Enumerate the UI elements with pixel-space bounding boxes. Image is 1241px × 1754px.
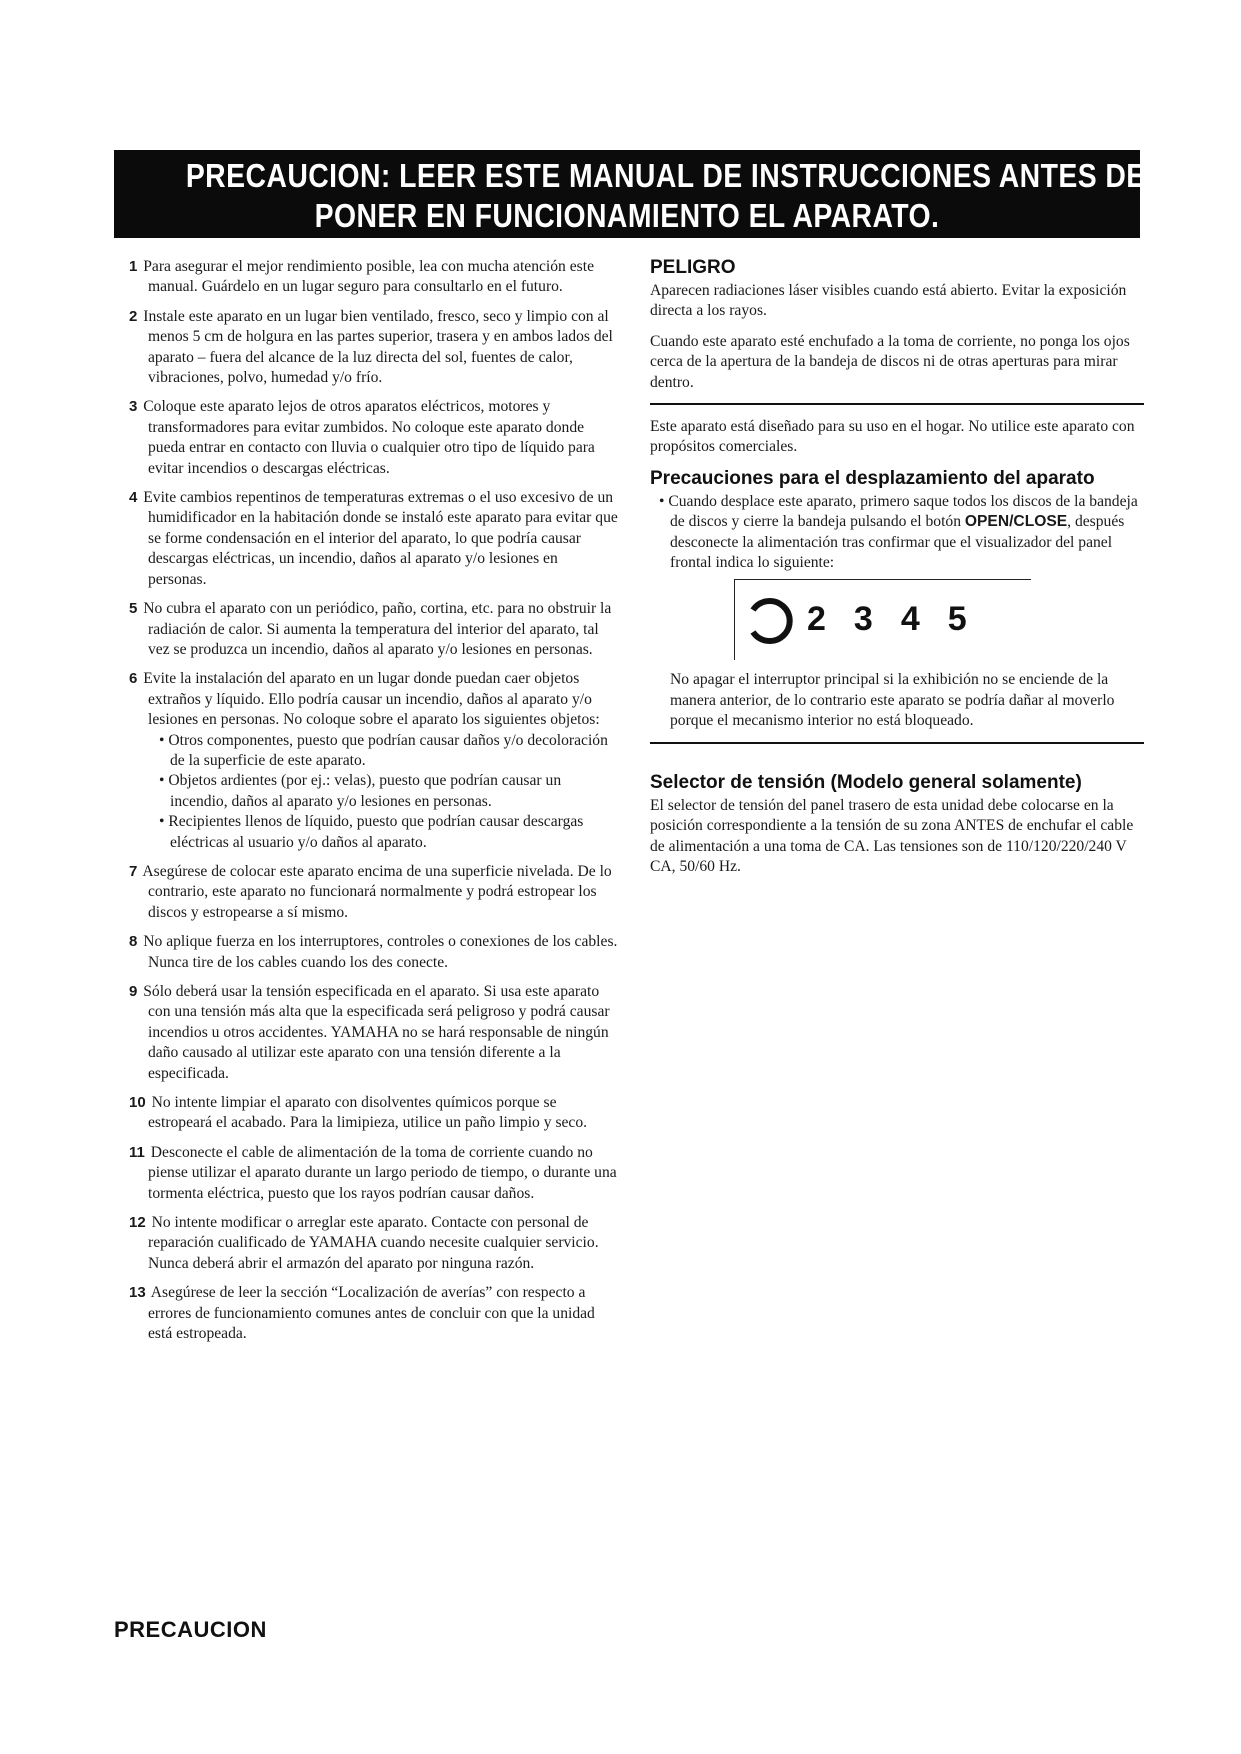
right-column [650,257,1144,887]
list-item [114,488,619,590]
list-item [114,669,619,853]
item-text: Asegúrese de leer la sección “Localización de averías” con respecto a errores de funcionamiento comunes antes de concluir con que la unidad está estropeada. [148,1284,595,1343]
list-item [114,1143,619,1204]
peligro-paragraph-2: Cuando este aparato esté enchufado a la toma de corriente, no ponga los ojos cerca de la apertura de la bandeja de discos ni de otras aperturas para mirar dentro. [650,332,1130,391]
section-divider [650,742,1144,744]
item-text: Coloque este aparato lejos de otros aparatos eléctricos, motores y transformadores para evitar zumbidos. No coloque este aparato donde pueda entrar en contacto con lluvia o cualquier otro tipo de líquido para evitar incendios o descargas eléctricas. [143,398,595,477]
item-text: No aplique fuerza en los interruptores, controles o conexiones de los cables. Nunca tire de los cables cuando los des conecte. [143,933,618,971]
display-digits: 2345 [807,600,995,639]
bullet-item: • Recipientes llenos de líquido, puesto que podrían causar descargas eléctricas al usuario y/o daños al aparato. [159,813,584,851]
item-number: 8 [129,933,138,951]
section-divider [650,403,1144,405]
item-number: 12 [129,1214,146,1232]
moving-text-part-1: • Cuando desplace este aparato, primero saque todos los discos de la bandeja de discos y cierre la bandeja pulsando el botón [659,492,1138,531]
moving-text-part-2: , después desconecte la alimentación tras confirmar que el visualizador del panel frontal indica lo siguiente: [670,513,1125,572]
item-number: 13 [129,1284,146,1302]
list-item [114,1213,619,1274]
item-number: 10 [129,1094,146,1112]
rotating-indicator-icon [743,596,799,646]
item-text: Instale este aparato en un lugar bien ventilado, fresco, seco y limpio con al menos 5 cm de holgura en las partes superior, trasera y en ambos lados del aparato – fuera del alcance de la luz directa del sol, fuentes de calor, vibraciones, polvo, humedad y/o frío. [143,307,613,387]
list-item [114,307,619,389]
list-item [114,862,619,923]
item-number: 6 [129,670,138,688]
list-item [114,257,619,298]
item-number: 2 [129,307,138,325]
peligro-heading: PELIGRO [650,257,736,278]
item-text: Sólo deberá usar la tensión especificada en el aparato. Si usa este aparato con una tensión más alta que la especificada será peligroso y podrá causar incendios u otros accidentes. YAMAHA no se hará responsable de ningún daño causado al utilizar este aparato con una tensión diferente a la especificada. [143,983,610,1082]
item-number: 3 [129,398,138,416]
page-banner [114,150,1146,238]
power-warning-paragraph: No apagar el interruptor principal si la exhibición no se enciende de la manera anterior, de lo contrario este aparato se podría dañar al moverlo porque el mecanismo interior no está bloqueado. [670,671,1115,730]
list-item [114,932,619,973]
front-panel-display [734,579,1031,660]
item-text: No intente limpiar el aparato con disolventes químicos porque se estropeará el acabado. Para la limipieza, utilice un paño limpio y seco. [148,1094,588,1132]
voltage-selector-paragraph: El selector de tensión del panel trasero de esta unidad debe colocarse en la posición correspondiente a la tensión de su zona ANTES de enchufar el cable de alimentación a una toma de CA. Las tensiones son de 110/120/220/240 V CA, 50/60 Hz. [650,796,1134,875]
banner-line-1: PRECAUCION: LEER ESTE MANUAL DE INSTRUCCIONES ANTES DE [185,157,1146,194]
item-6-bullet-list [148,731,619,853]
banner-line-2: PONER EN FUNCIONAMIENTO EL APARATO. [314,197,940,234]
peligro-paragraph-1: Aparecen radiaciones láser visibles cuando está abierto. Evitar la exposición directa a los rayos. [650,282,1127,320]
item-text: No cubra el aparato con un periódico, paño, cortina, etc. para no obstruir la radiación de calor. Si aumenta la temperatura del interior del aparato, tal vez se produzca un incendio, daños al aparato y/o lesiones en personas. [143,600,612,658]
list-item [114,599,619,660]
item-text: Evite la instalación del aparato en un lugar donde puedan caer objetos extraños y líquido. Ello podría causar un incendio, daños al aparato y/o lesiones en personas. No coloque sobre el aparato los siguientes objetos: [143,670,600,729]
list-item [114,1283,619,1344]
item-text: No intente modificar o arreglar este aparato. Contacte con personal de reparación cualificado de YAMAHA cuando necesite cualquier servicio. Nunca deberá abrir el armazón del aparato por ninguna razón. [148,1214,599,1272]
item-number: 7 [129,862,138,880]
moving-precautions-heading: Precauciones para el desplazamiento del aparato [650,467,1095,489]
item-number: 4 [129,489,138,507]
home-use-paragraph: Este aparato está diseñado para su uso en el hogar. No utilice este aparato con propósitos comerciales. [650,418,1135,456]
open-close-button-label: OPEN/CLOSE [964,513,1068,531]
footer-section-title: PRECAUCION [114,1617,267,1642]
item-number: 5 [129,600,138,618]
voltage-selector-heading: Selector de tensión (Modelo general solamente) [650,771,1082,793]
item-text: Asegúrese de colocar este aparato encima de una superficie nivelada. De lo contrario, este aparato no funcionará normalmente y podrá estropear los discos y estropearse a sí mismo. [142,862,612,921]
list-item [114,982,619,1084]
item-text: Desconecte el cable de alimentación de la toma de corriente cuando no piense utilizar el aparato durante un largo periodo de tiempo, o durante una tormenta eléctrica, puesto que los rayos podrían causar daños. [148,1143,617,1202]
moving-precautions-text [650,492,1144,574]
left-column [114,257,619,1354]
item-number: 9 [129,983,138,1000]
bullet-item: • Otros componentes, puesto que podrían causar daños y/o decoloración de la superficie de este aparato. [159,731,608,769]
bullet-item: • Objetos ardientes (por ej.: velas), puesto que podrían causar un incendio, daños al aparato y/o lesiones en personas. [159,772,562,810]
list-item [114,1093,619,1134]
item-number: 11 [129,1143,145,1161]
item-text: Evite cambios repentinos de temperaturas extremas o el uso excesivo de un humidificador en la habitación donde se instaló este aparato para evitar que se forme condensación en el interior del aparato, lo que podría causar descargas eléctricas, un incendio, daños al aparato y/o lesiones en personas. [143,489,618,588]
item-number: 1 [129,258,138,275]
item-text: Para asegurar el mejor rendimiento posible, lea con mucha atención este manual. Guárdelo en un lugar seguro para consultarlo en el futuro. [143,258,594,296]
list-item [114,397,619,479]
